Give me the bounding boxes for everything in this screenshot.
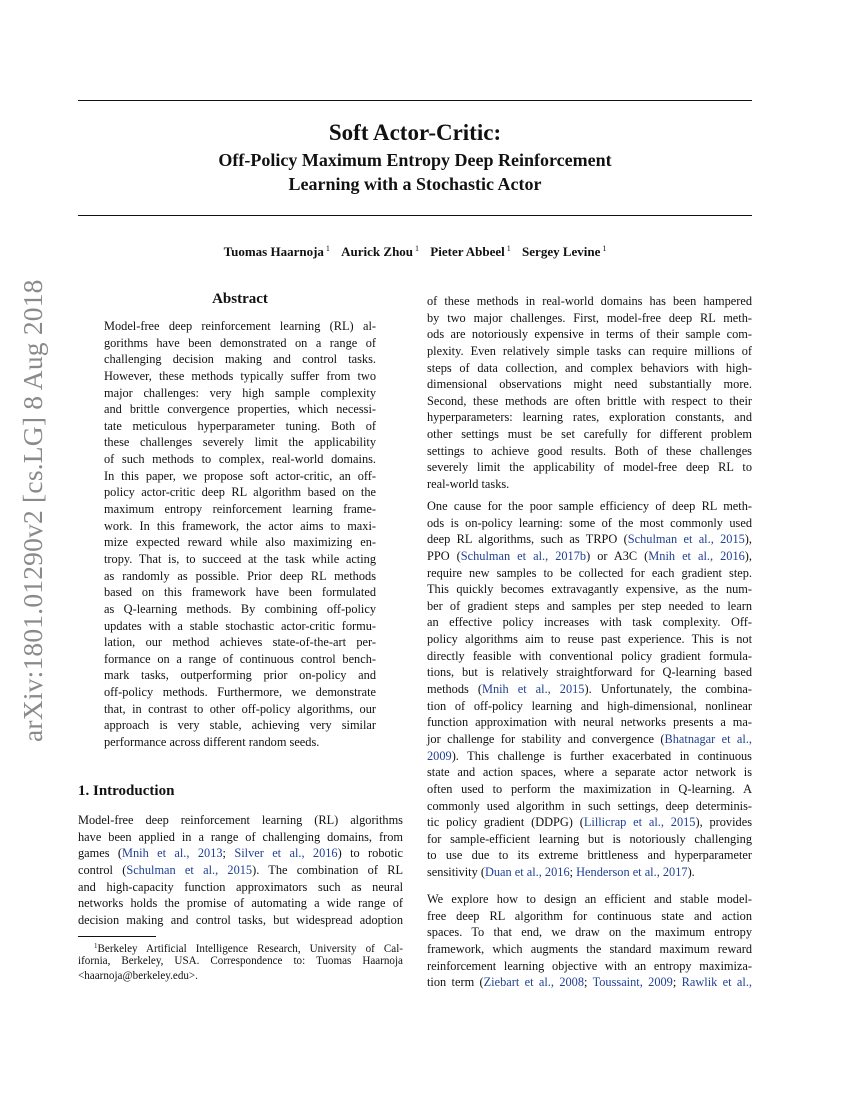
text-span: to use due to its extreme brittleness and hyperparameter <box>427 848 752 863</box>
text-line: work. In this framework, the actor aims to maxi- <box>104 518 376 533</box>
text-line <box>427 798 752 815</box>
text-span: reinforcement learning objective with an entropy maximiza- <box>427 958 752 973</box>
intro-left-column <box>78 812 403 928</box>
text-span: deep RL algorithms, such as TRPO ( <box>427 532 628 547</box>
text-line <box>427 393 752 410</box>
text-line <box>427 548 752 565</box>
text-line: performance across different random seeds. <box>104 735 320 750</box>
author: Sergey Levine $^1$ <box>522 244 607 259</box>
text-span: ; <box>569 865 577 880</box>
text-span: free deep RL algorithm for continuous state and action <box>427 908 752 923</box>
text-line <box>427 891 752 908</box>
text-line <box>78 912 403 929</box>
text-span: tion term ( <box>427 975 484 990</box>
text-span: ) to robotic <box>337 846 404 861</box>
title-rule-top <box>78 100 752 101</box>
title-subtitle-line1: Off-Policy Maximum Entropy Deep Reinforcement <box>218 150 612 170</box>
citation-link[interactable]: Toussaint, 2009 <box>592 975 673 990</box>
text-line <box>427 515 752 532</box>
text-span: dimensional observations might need substantially more. <box>427 377 752 392</box>
citation-link[interactable]: Duan et al., 2016 <box>484 865 570 880</box>
text-span: methods ( <box>427 682 482 697</box>
text-line: based on this framework have been formulated <box>104 585 376 600</box>
title-rule-bottom <box>78 215 752 216</box>
text-span: ; <box>584 975 593 990</box>
text-span: ; <box>672 975 682 990</box>
text-line: In this paper, we propose soft actor-critic, an off- <box>104 468 376 483</box>
affiliation-footnote <box>78 939 403 984</box>
text-line <box>427 941 752 958</box>
text-span: often used to perform the maximization in Q-learning. A <box>427 781 752 796</box>
citation-link[interactable]: Bhatnagar et al., <box>664 731 752 746</box>
paper-title <box>78 118 752 196</box>
text-span: other settings must be set carefully for different problem <box>427 427 752 442</box>
footnote-line: ifornia, Berkeley, USA. Correspondence to: Tuomas Haarnoja <box>78 955 403 967</box>
text-line: policy actor-critic deep RL algorithm based on the <box>104 485 376 500</box>
text-line: these challenges severely limit the applicability <box>104 435 376 450</box>
text-line <box>427 631 752 648</box>
text-span: Second, these methods are often brittle with respect to their <box>427 393 752 408</box>
text-line <box>427 764 752 781</box>
text-line: as randomly as possible. Prior deep RL methods <box>104 568 376 583</box>
text-line: challenging decision making and control tasks. <box>104 352 376 367</box>
text-span: ), provides <box>695 815 752 830</box>
text-line: Model-free deep reinforcement learning (RL) al- <box>104 319 376 333</box>
text-line <box>427 598 752 615</box>
text-span: of these methods in real-world domains has been hampered <box>427 294 752 308</box>
text-span: settings to achieve good results. Both of these challenges <box>427 443 752 458</box>
text-line <box>78 879 403 896</box>
text-line <box>427 426 752 443</box>
footnote-rule <box>78 936 156 937</box>
abstract-heading: Abstract <box>212 291 268 307</box>
text-line <box>427 958 752 975</box>
text-span: control ( <box>78 862 127 877</box>
text-span: ) or A3C ( <box>586 548 649 563</box>
text-line <box>427 698 752 715</box>
text-line <box>78 829 403 846</box>
text-span: jor challenge for stability and convergence ( <box>427 731 665 746</box>
text-line <box>78 895 403 912</box>
text-line: approach is very stable, achieving very similar <box>104 718 376 733</box>
text-span: ). Unfortunately, the combina- <box>584 682 752 697</box>
text-span: policy algorithms aim to reuse past experience. This is not <box>427 632 752 647</box>
text-span: ). <box>687 865 695 880</box>
text-line: tropy. That is, to succeed at the task while acting <box>104 551 376 566</box>
intro-right-para-1 <box>427 293 752 493</box>
text-line <box>427 326 752 343</box>
text-line <box>427 581 752 598</box>
section-heading-introduction: 1. Introduction <box>78 783 175 799</box>
text-line <box>78 812 403 829</box>
text-span: state and action spaces, where a separate actor network is <box>427 765 752 780</box>
text-line <box>427 343 752 360</box>
text-line <box>427 476 752 493</box>
text-span: Model-free deep reinforcement learning (RL) algorithms <box>78 813 403 827</box>
text-span: an effective policy increases with task complexity. Off- <box>427 615 752 630</box>
text-span: PPO ( <box>427 548 461 563</box>
text-line <box>427 360 752 377</box>
text-line: major challenges: very high sample complexity <box>104 385 376 400</box>
arxiv-identifier-stamp: arXiv:1801.01290v2 [cs.LG] 8 Aug 2018 <box>17 279 48 742</box>
text-span: ), <box>744 548 752 563</box>
text-line: tate meticulous hyperparameter tuning. Both of <box>104 418 376 433</box>
text-line: lation, our method achieves state-of-the-art per- <box>104 635 376 650</box>
text-span: tions, but is relatively straightforward for Q-learning based <box>427 665 752 680</box>
text-span: require new samples to be collected for each gradient step. <box>427 565 752 580</box>
text-line <box>427 714 752 731</box>
text-span: sensitivity ( <box>427 865 485 880</box>
text-line: mize expected reward while also maximizing en- <box>104 535 376 550</box>
text-span: ; <box>222 846 235 861</box>
text-line <box>427 864 752 881</box>
text-span: ), <box>744 532 752 547</box>
text-span: ). This challenge is further exacerbated in continuous <box>451 748 752 763</box>
text-span: real-world tasks. <box>427 477 510 492</box>
abstract-body <box>104 318 376 751</box>
text-line <box>427 376 752 393</box>
text-span: directly feasible with conventional policy gradient formula- <box>427 648 752 663</box>
text-line <box>427 498 752 515</box>
text-span: plexity. Even relatively simple tasks can require millions of <box>427 343 752 358</box>
text-line: updates with a stable stochastic actor-critic formu- <box>104 618 376 633</box>
text-line: that, in contrast to other off-policy algorithms, our <box>104 701 376 716</box>
text-span: spaces. To that end, we draw on the maximum entropy <box>427 925 752 940</box>
text-line <box>427 310 752 327</box>
citation-link[interactable]: Mnih et al., 2016 <box>648 548 745 563</box>
text-line <box>427 664 752 681</box>
text-line <box>427 531 752 548</box>
text-span: This quickly becomes extravagantly expensive, as the num- <box>427 582 752 597</box>
text-line: mark tasks, outperforming prior on-policy and <box>104 668 376 683</box>
citation-link[interactable]: Schulman et al., 2017b <box>460 548 587 563</box>
text-span: function approximation with neural networks presents a ma- <box>427 715 752 730</box>
text-line <box>427 781 752 798</box>
text-span: ods are notoriously expensive in terms of their sample com- <box>427 327 752 342</box>
text-line <box>427 443 752 460</box>
text-span: tic policy gradient (DDPG) ( <box>427 815 584 830</box>
citation-link[interactable]: Henderson et al., 2017 <box>576 865 688 880</box>
text-line: of such methods to complex, real-world domains. <box>104 452 376 467</box>
text-span: hyperparameters: learning rates, exploration constants, and <box>427 410 752 425</box>
text-line <box>427 831 752 848</box>
footnote-line: <haarnoja@berkeley.edu>. <box>78 970 198 982</box>
text-span: severely limit the applicability of model-free deep RL to <box>427 460 752 475</box>
text-span: One cause for the poor sample efficiency of deep RL meth- <box>427 499 752 513</box>
author: Tuomas Haarnoja $^1$ <box>223 244 330 259</box>
text-line <box>78 845 403 862</box>
text-span: ber of gradient steps and samples per step needed to learn <box>427 598 752 613</box>
footnote-marker: 1 <box>94 942 98 950</box>
citation-link[interactable]: Mnih et al., 2015 <box>481 682 585 697</box>
text-line <box>427 565 752 582</box>
text-line <box>427 648 752 665</box>
citation-link[interactable]: Silver et al., 2016 <box>234 846 338 861</box>
text-span: by two major challenges. First, model-free deep RL meth- <box>427 310 752 325</box>
citation-link[interactable]: Mnih et al., 2013 <box>122 846 223 861</box>
text-span: games ( <box>78 846 123 861</box>
author-list <box>78 244 752 260</box>
text-line: and brittle convergence properties, which necessi- <box>104 402 376 417</box>
text-line: gorithms have been demonstrated on a range of <box>104 335 376 350</box>
text-span: steps of data collection, and complex behaviors with high- <box>427 360 752 375</box>
text-span: commonly used algorithm in such settings, deep determinis- <box>427 798 752 813</box>
intro-right-para-2 <box>427 498 752 881</box>
text-line <box>427 681 752 698</box>
text-span: for sample-efficient learning but is notoriously challenging <box>427 831 752 846</box>
text-span: tion of off-policy learning and high-dimensional, nonlinear <box>427 698 752 713</box>
text-line: maximum entropy reinforcement learning frame- <box>104 502 376 517</box>
text-line: formance on a range of continuous control bench- <box>104 651 376 666</box>
text-line <box>427 459 752 476</box>
title-main: Soft Actor-Critic: <box>328 120 502 145</box>
text-line <box>427 409 752 426</box>
text-line <box>427 814 752 831</box>
citation-link[interactable]: Rawlik et al., <box>681 975 752 990</box>
text-line <box>427 293 752 310</box>
author: Pieter Abbeel $^1$ <box>430 244 511 259</box>
text-line <box>427 924 752 941</box>
text-line <box>427 847 752 864</box>
text-span: framework, which augments the standard maximum reward <box>427 941 752 956</box>
author: Aurick Zhou $^1$ <box>341 244 420 259</box>
text-span: and high-capacity function approximators such as neural <box>78 879 403 894</box>
text-line <box>427 974 752 991</box>
citation-link[interactable]: 2009 <box>427 748 452 763</box>
text-span: networks holds the promise of automating a wide range of <box>78 896 403 911</box>
text-span: have been applied in a range of challenging domains, from <box>78 829 403 844</box>
text-span: decision making and control tasks, but widespread adoption <box>78 912 403 927</box>
citation-link[interactable]: Lillicrap et al., 2015 <box>583 815 696 830</box>
text-line: as Q-learning methods. By combining off-policy <box>104 601 376 616</box>
text-line: However, these methods typically suffer from two <box>104 368 376 383</box>
text-line <box>78 862 403 879</box>
citation-link[interactable]: Schulman et al., 2015 <box>627 532 745 547</box>
citation-link[interactable]: Schulman et al., 2015 <box>126 862 253 877</box>
text-line <box>427 731 752 748</box>
text-line: off-policy methods. Furthermore, we demonstrate <box>104 685 376 700</box>
text-line <box>427 748 752 765</box>
title-subtitle-line2: Learning with a Stochastic Actor <box>288 174 542 194</box>
text-line <box>427 614 752 631</box>
text-span: ods is on-policy learning: some of the most commonly used <box>427 515 752 530</box>
text-span: ). The combination of RL <box>252 862 403 877</box>
footnote-line: $^1$Berkeley Artificial Intelligence Research, University of Cal- <box>94 942 403 955</box>
text-span: We explore how to design an efficient and stable model- <box>427 892 752 906</box>
citation-link[interactable]: Ziebart et al., 2008 <box>483 975 585 990</box>
intro-right-para-3 <box>427 891 752 991</box>
text-line <box>427 908 752 925</box>
